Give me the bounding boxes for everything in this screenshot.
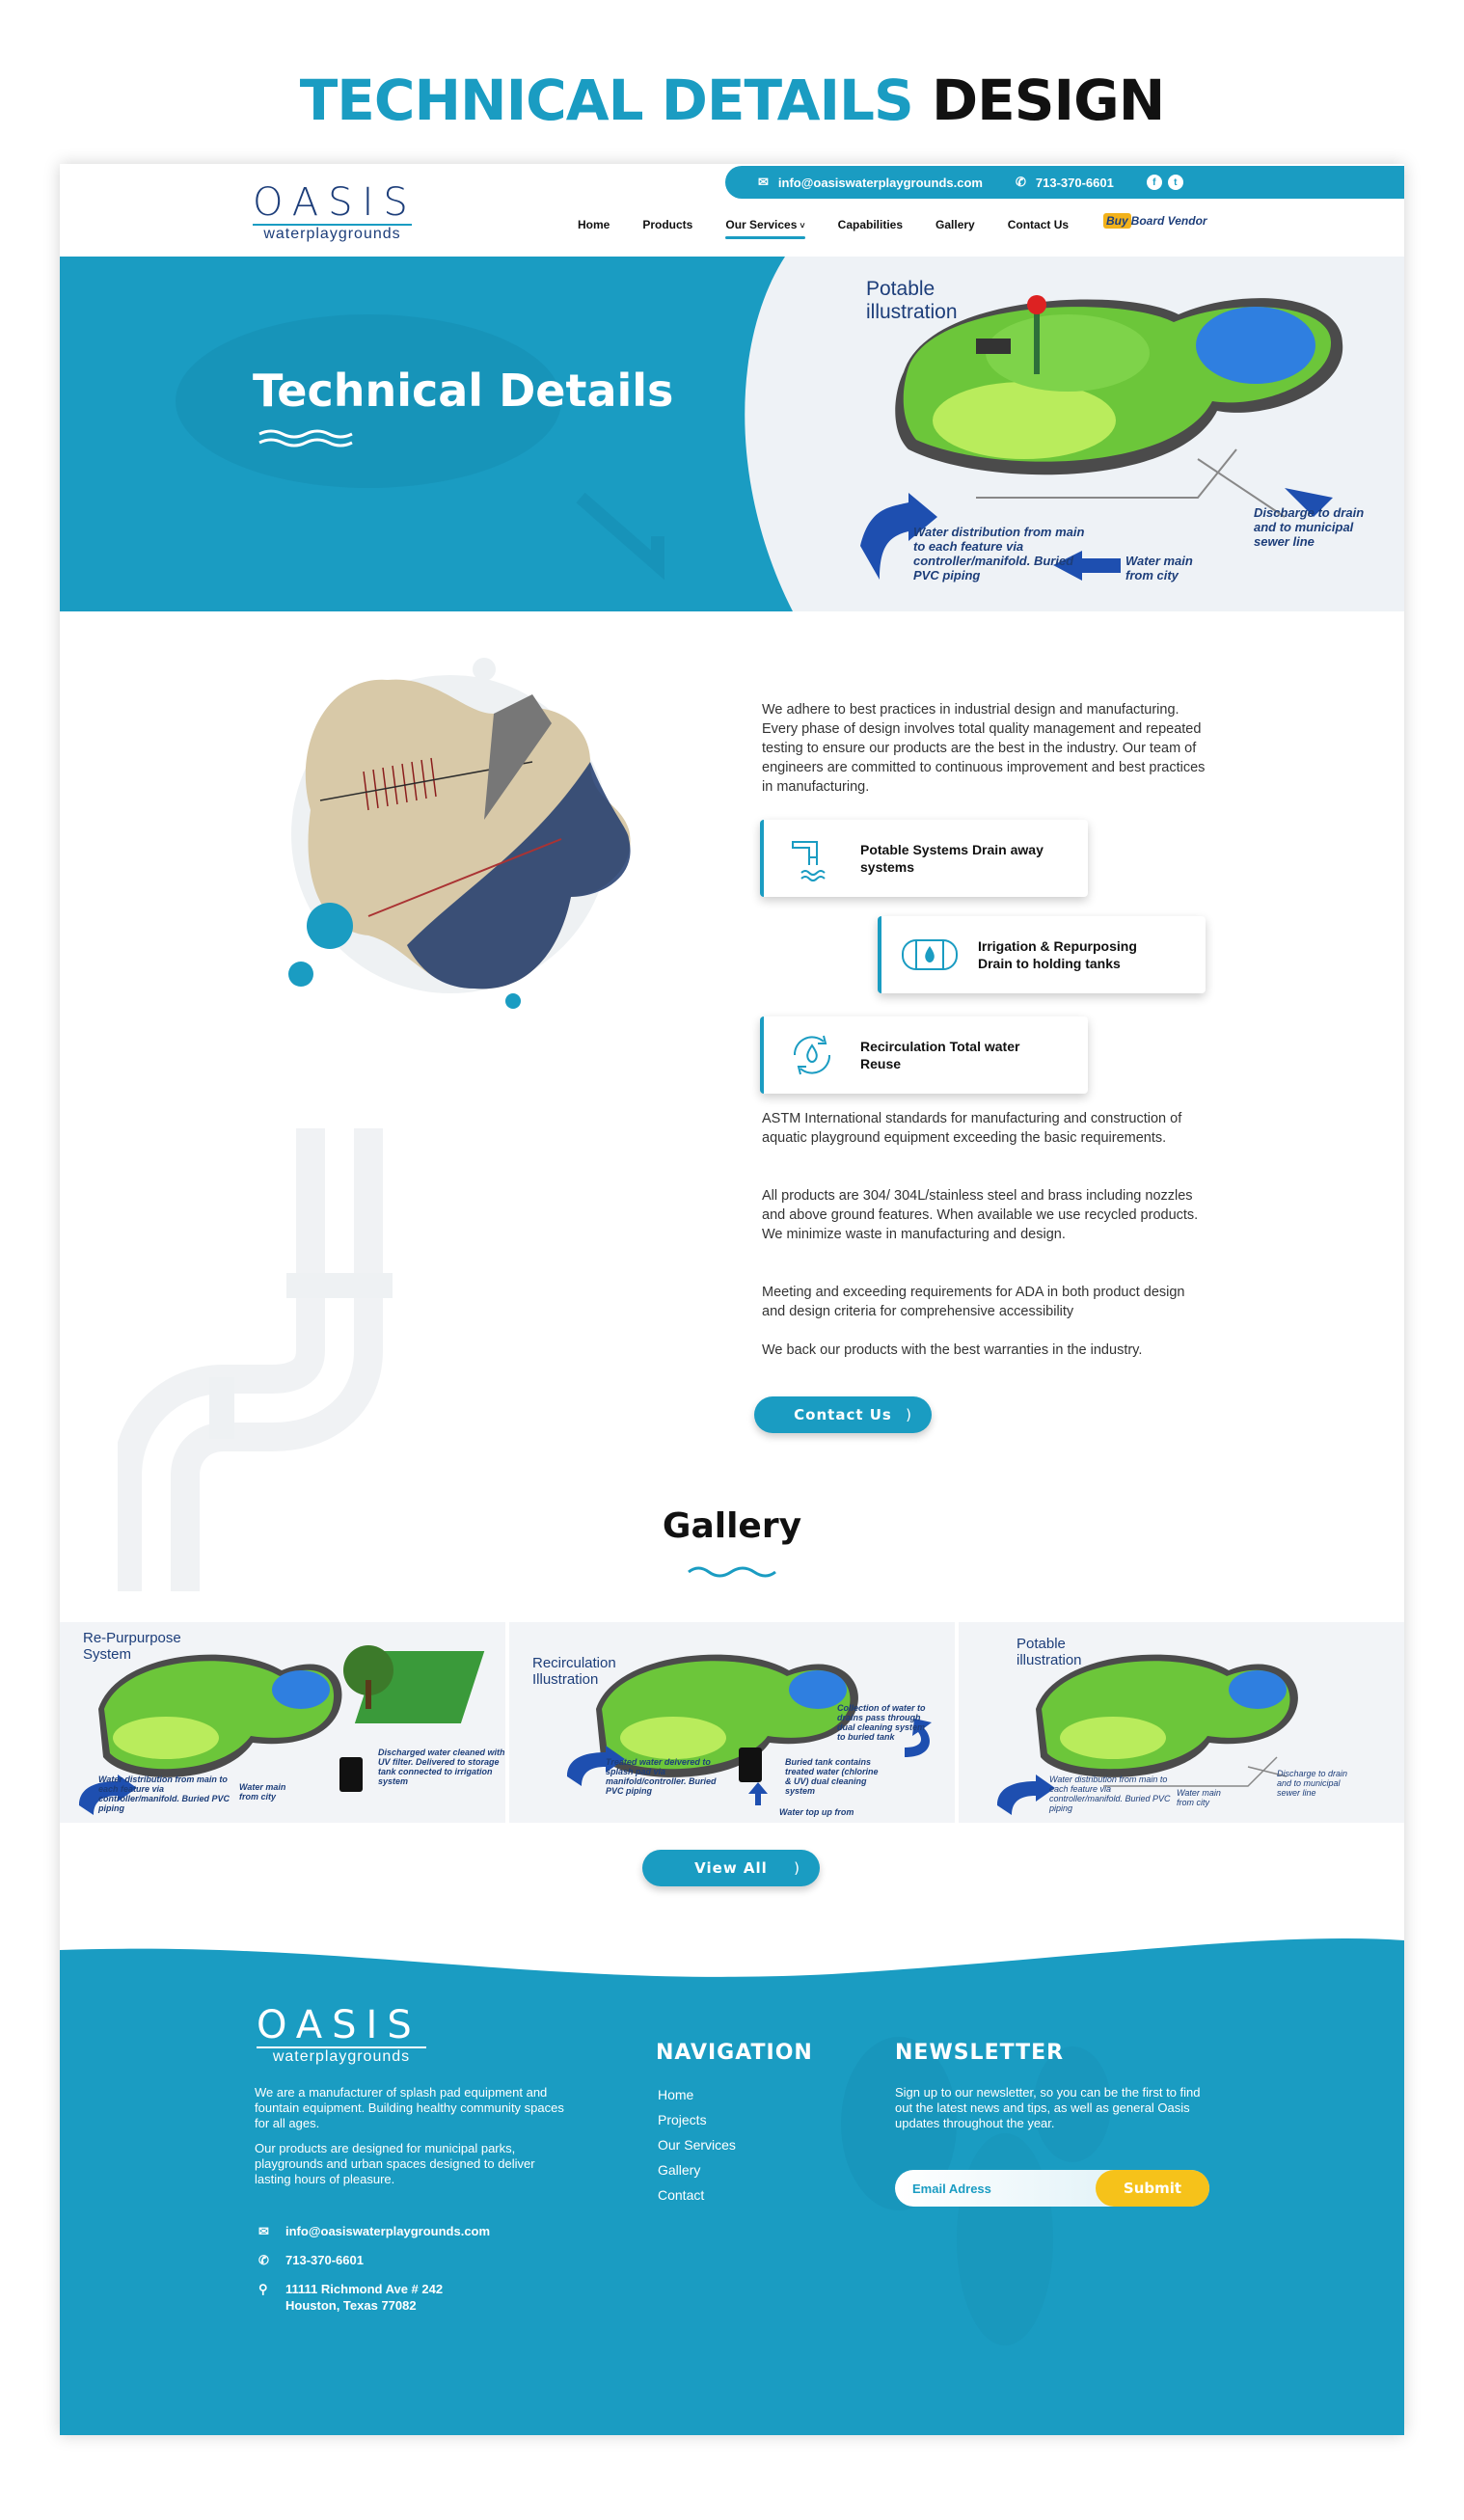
footer-address: [258, 2282, 548, 2313]
topbar-email[interactable]: [758, 175, 983, 190]
footer-newsletter-text: Sign up to our newsletter, so you can be the first to find out the latest news and tips, as well as general Oasis updates throughout the year.: [895, 2085, 1201, 2130]
footer-logo-subtext: waterplaygrounds: [257, 2046, 426, 2066]
gallery-item-recirculation-note-treated: Treated water deivered to splash pad via manifold/controller. Buried PVC piping: [606, 1757, 717, 1796]
card-potable-systems[interactable]: [760, 820, 1088, 897]
header-logo[interactable]: [253, 180, 418, 243]
buyboard-brand: Buy: [1103, 213, 1131, 229]
buyboard-text: Board Vendor: [1130, 214, 1207, 228]
card-recirculation-label: Recirculation Total water Reuse: [860, 1039, 1020, 1071]
hero-title: Technical Details: [253, 365, 674, 417]
gallery-item-recirculation-note-tank: Buried tank contains treated water (chlorine & UV) dual cleaning system: [785, 1757, 879, 1796]
details-astm: ASTM International standards for manufacturing and construction of aquatic playground equipment exceeding the basic requirements.: [762, 1111, 1182, 1146]
gallery-item-repurpose-note-uv: Discharged water cleaned with UV filter. Delivered to storage tank connected to irrigation system: [378, 1748, 505, 1786]
footer-about-2: Our products are designed for municipal parks, playgrounds and urban spaces designed to deliver lasting hours of pleasure.: [255, 2141, 535, 2186]
details-materials: All products are 304/ 304L/stainless steel and brass including nozzles and above ground features. When available we use recycled products. We minimize waste in manufacturing and design.: [762, 1188, 1199, 1242]
footer-email[interactable]: [258, 2224, 548, 2239]
footer-nav-gallery[interactable]: Gallery: [658, 2162, 701, 2178]
drain-pipe-icon: [764, 834, 860, 882]
view-all-label: View All: [694, 1859, 768, 1877]
chevron-right-icon: ): [906, 1406, 912, 1423]
gallery-item-potable[interactable]: [959, 1622, 1404, 1823]
gallery-item-potable-note-discharge: Discharge to drain and to municipal sewer line: [1277, 1769, 1348, 1798]
nav-home[interactable]: Home: [578, 218, 610, 231]
gallery-item-repurpose[interactable]: [60, 1622, 505, 1823]
card-irrigation-label: Irrigation & Repurposing Drain to holding tanks: [978, 938, 1137, 971]
phone-icon: ✆: [258, 2253, 269, 2267]
newsletter-email-placeholder: Email Adress: [912, 2181, 991, 2196]
footer-newsletter-title: NEWSLETTER: [895, 2041, 1065, 2065]
footer-address-line2: Houston, Texas 77082: [285, 2298, 417, 2313]
footer-nav-contact[interactable]: Contact: [658, 2187, 705, 2203]
nav-contact-us[interactable]: Contact Us: [1007, 218, 1070, 231]
wave-divider-icon: [258, 428, 354, 447]
nav-our-services-label: Our Services: [725, 218, 798, 231]
gallery-item-recirculation-label: Recirculation Illustration: [532, 1655, 616, 1688]
card-irrigation[interactable]: [878, 916, 1206, 993]
intro-paragraph: We adhere to best practices in industrial design and manufacturing. Every phase of design involves total quality management and repeated testing to ensure our products are the best in the industry. Our team of engineers are committed to continuous improvement and best practices in manufacturing.: [762, 702, 1206, 795]
newsletter-email-input[interactable]: [895, 2170, 1209, 2207]
nav-products[interactable]: Products: [642, 218, 693, 231]
gallery-item-potable-note-main: Water main from city: [1177, 1788, 1221, 1807]
footer-phone-text: 713-370-6601: [285, 2253, 364, 2267]
presentation-title-black: DESIGN: [931, 68, 1165, 133]
twitter-icon[interactable]: t: [1168, 175, 1183, 190]
hero-label-distribution: Water distribution from main to each feature via controller/manifold. Buried PVC piping: [913, 525, 1085, 583]
gallery-title: Gallery: [662, 1506, 802, 1546]
view-all-button[interactable]: [642, 1850, 820, 1886]
gallery-item-repurpose-label: Re-Purpurpose System: [83, 1630, 181, 1663]
social-links: [1147, 175, 1183, 190]
gallery-item-potable-note-distribution: Water distribution from main to each feature via controller/manifold. Buried PVC piping: [1049, 1775, 1171, 1813]
details-warranty: We back our products with the best warranties in the industry.: [762, 1342, 1143, 1358]
engineering-drawing-image: [243, 656, 677, 1061]
footer-logo-mark: OASIS: [257, 2003, 421, 2047]
logo-subtext: waterplaygrounds: [253, 224, 412, 243]
chevron-down-icon: ˅: [800, 221, 805, 230]
gallery-grid: [60, 1622, 1404, 1823]
presentation-title-blue: TECHNICAL DETAILS: [299, 68, 913, 133]
footer-address-line1: 11111 Richmond Ave # 242: [285, 2282, 444, 2296]
topbar-email-text: info@oasiswaterplaygrounds.com: [777, 175, 983, 190]
presentation-title: [0, 68, 1464, 133]
footer-nav-home[interactable]: Home: [658, 2087, 694, 2102]
footer-email-text: info@oasiswaterplaygrounds.com: [285, 2224, 491, 2238]
website-page: [60, 164, 1404, 2435]
hero-banner: [60, 257, 1404, 611]
gallery-item-repurpose-note-distribution: Water distribution from main to each feature via controller/manifold. Buried PVC piping: [98, 1775, 230, 1813]
contact-us-button[interactable]: [754, 1396, 932, 1433]
recycle-water-icon: [764, 1026, 860, 1084]
card-recirculation[interactable]: [760, 1016, 1088, 1094]
footer-logo[interactable]: [257, 2003, 430, 2066]
nav-capabilities[interactable]: Capabilities: [837, 218, 904, 231]
nav-gallery[interactable]: Gallery: [935, 218, 975, 231]
footer-navigation-title: NAVIGATION: [656, 2041, 813, 2065]
details-ada: Meeting and exceeding requirements for ADA in both product design and design criteria for comprehensive accessibility: [762, 1285, 1185, 1319]
envelope-icon: ✉: [758, 175, 769, 189]
hero-label-discharge: Discharge to drain and to municipal sewer line: [1254, 505, 1365, 549]
footer-nav-our-services[interactable]: Our Services: [658, 2137, 736, 2153]
facebook-icon[interactable]: f: [1147, 175, 1162, 190]
chevron-right-icon: ): [794, 1859, 800, 1877]
footer-nav-projects[interactable]: Projects: [658, 2112, 707, 2127]
phone-icon: ✆: [1015, 175, 1026, 189]
card-potable-systems-label: Potable Systems Drain away systems: [860, 842, 1044, 875]
hero-illustration-title: Potable illustration: [866, 278, 958, 323]
gallery-item-repurpose-note-main: Water main from city: [239, 1782, 286, 1802]
wave-divider-icon: [687, 1564, 777, 1580]
envelope-icon: ✉: [258, 2224, 269, 2238]
newsletter-submit-button[interactable]: Submit: [1096, 2170, 1209, 2207]
footer-navigation-links: [658, 2087, 736, 2212]
main-nav: [561, 218, 1085, 231]
holding-tank-icon: [881, 931, 978, 979]
footer-about-1: We are a manufacturer of splash pad equipment and fountain equipment. Building healthy community spaces for all ages.: [255, 2085, 564, 2130]
footer-contact: [258, 2224, 548, 2326]
gallery-item-recirculation-note-topup: Water top up from: [779, 1807, 854, 1817]
contact-us-label: Contact Us: [794, 1406, 892, 1423]
topbar-phone-text: 713-370-6601: [1035, 175, 1114, 190]
logo-mark: OASIS: [253, 180, 418, 225]
gallery-item-recirculation-note-collection: Collection of water to drains pass through dual cleaning system to buried tank: [837, 1703, 926, 1742]
hero-label-water-main: Water main from city: [1125, 554, 1193, 583]
topbar-phone[interactable]: [1016, 175, 1114, 190]
footer-phone[interactable]: [258, 2253, 548, 2268]
buyboard-vendor-badge[interactable]: [1103, 214, 1207, 228]
gallery-item-recirculation[interactable]: [509, 1622, 955, 1823]
location-pin-icon: ⚲: [258, 2282, 268, 2296]
gallery-item-potable-label: Potable illustration: [1017, 1636, 1082, 1668]
site-footer: [60, 1931, 1404, 2435]
nav-our-services[interactable]: [709, 218, 821, 231]
contact-topbar: [725, 166, 1404, 199]
